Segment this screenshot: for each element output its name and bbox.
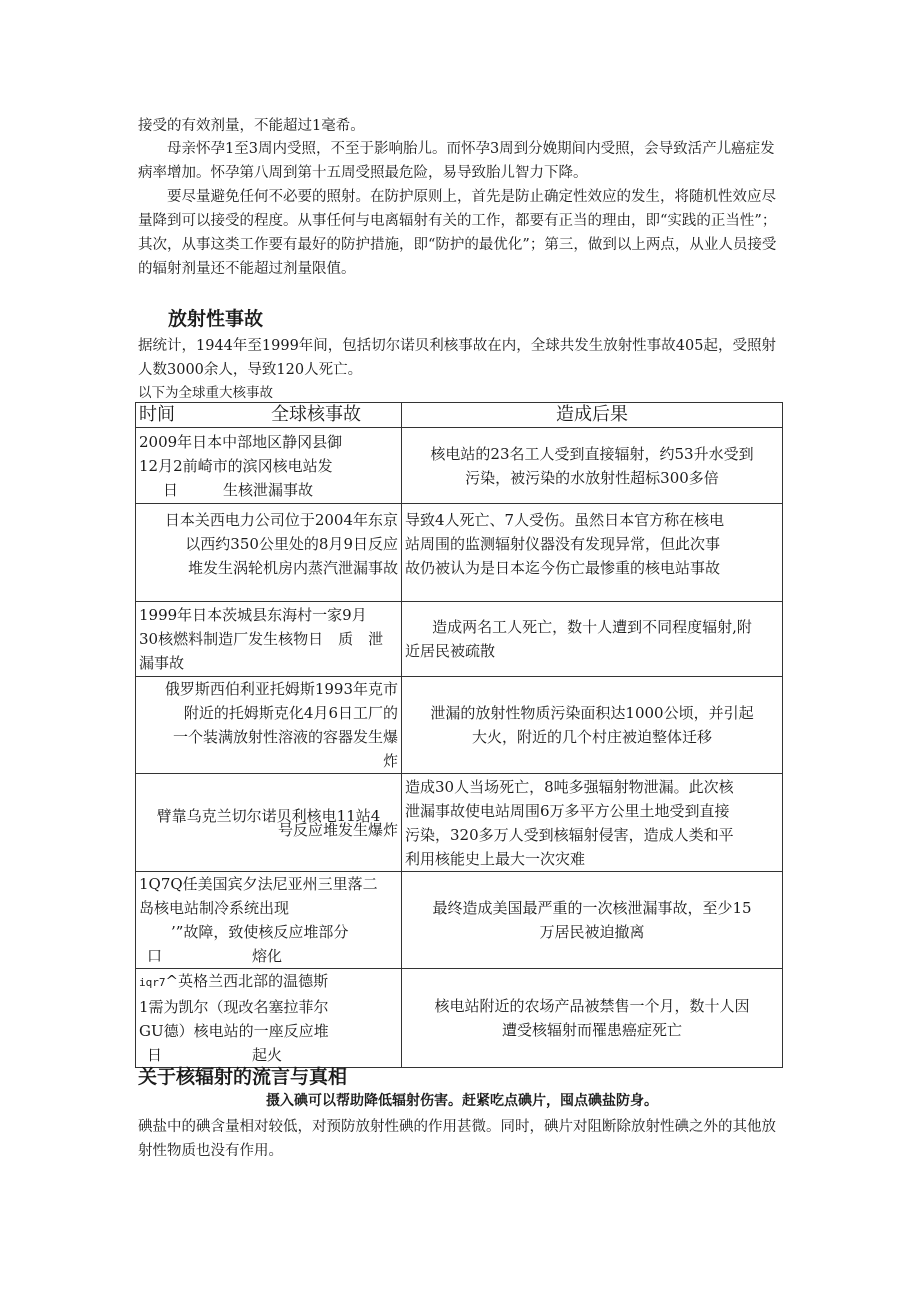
table-caption: 以下为全球重大核事故 <box>138 385 273 401</box>
cell-line: 造成30人当场死亡，8吨多强辐射物泄漏。此次核 <box>405 777 734 796</box>
table-row <box>136 969 783 1068</box>
cell-line: 故仍被认为是日本迄今伤亡最惨重的核电站事故 <box>405 559 721 577</box>
consequence-cell <box>402 504 783 602</box>
consequence-cell <box>402 872 783 969</box>
cell-line: GU德）核电站的一座反应堆 <box>139 1022 329 1040</box>
cell-line: 臂靠乌克兰切尔诺贝利核电11站4 <box>156 806 381 825</box>
rumor-statement: 摄入碘可以帮助降低辐射伤害。赶紧吃点碘片，囤点碘盐防身。 <box>266 1093 658 1109</box>
cell-line: 附近的托姆斯克化4月6日工厂的 <box>183 704 398 722</box>
intro-paragraph-protection: 要尽量避免任何不必要的照射。在防护原则上，首先是防止确定性效应的发生，将随机性效应尽量降到可以接受的程度。从事任何与电离辐射有关的工作，都要有正当的理由，即“实践的正当性”；其次，从事这类工作要有最好的防护措施，即“防护的最优化”；第三，做到以上两点，从业人员接受的辐射剂量还不能超过剂量限值。 <box>138 189 777 277</box>
accident-cell <box>136 428 402 504</box>
cell-line: 最终造成美国最严重的一次核泄漏事故，至少15 <box>432 899 752 917</box>
accident-statistics: 据统计，1944年至1999年间，包括切尔诺贝利核事故在内，全球共发生放射性事故405起，受照射人数3000余人，导致120人死亡。 <box>138 338 776 378</box>
consequence-cell <box>402 677 783 774</box>
cell-line: 污染，320多万人受到核辐射侵害，造成人类和平 <box>405 825 734 844</box>
intro-line: 接受的有效剂量，不能超过1毫希。 <box>138 118 365 134</box>
cell-text: ^英格兰西北部的温德斯 <box>165 972 329 990</box>
cell-line: 日 起火 <box>147 1046 283 1064</box>
header-event: 全球核事故 <box>271 404 361 425</box>
accident-cell <box>136 602 402 677</box>
truth-explanation: 碘盐中的碘含量相对较低，对预防放射性碘的作用甚微。同时，碘片对阻断除放射性碘之外的其他放射性物质也没有作用。 <box>138 1119 776 1159</box>
cell-line: 口 熔化 <box>147 947 283 965</box>
cell-line: 万居民被迫撤离 <box>539 923 645 941</box>
cell-line: 号反应堆发生爆炸 <box>277 820 398 839</box>
cell-line: 造成两名工人死亡，数十人遭到不同程度辐射,附 <box>432 618 752 636</box>
table-row <box>136 677 783 774</box>
accident-cell <box>136 774 402 872</box>
table-row <box>136 774 783 872</box>
cell-line: 近居民被疏散 <box>405 642 496 660</box>
cell-line: 12月2前崎市的滨冈核电站发 <box>139 456 333 475</box>
cell-line <box>139 969 398 995</box>
header-time: 时间 <box>139 404 175 425</box>
section-title-rumors: 关于核辐射的流言与真相 <box>138 1066 348 1088</box>
cell-line: 岛核电站制冷系统出现 <box>139 899 290 917</box>
cell-line: 核电站附近的农场产品被禁售一个月，数十人因 <box>434 997 750 1015</box>
table-row <box>136 428 783 504</box>
cell-line: 俄罗斯西伯利亚托姆斯1993年克市 <box>164 680 398 698</box>
consequence-cell <box>402 428 783 504</box>
cell-line: 2009年日本中部地区静冈县御 <box>139 432 343 451</box>
cell-line: 30核燃料制造厂发生核物日 质 泄 <box>139 630 384 648</box>
table-row <box>136 504 783 602</box>
consequence-cell <box>402 774 783 872</box>
cell-line: 炸 <box>382 752 398 770</box>
consequence-cell <box>402 969 783 1068</box>
cell-line: 利用核能史上最大一次灾难 <box>405 849 586 868</box>
cell-line: 泄漏事故使电站周围6万多平方公里土地受到直接 <box>405 801 730 820</box>
accident-cell <box>136 969 402 1068</box>
table-row <box>136 872 783 969</box>
table-row <box>136 602 783 677</box>
cell-line: 堆发生涡轮机房内蒸汽泄漏事故 <box>187 559 398 577</box>
cell-line: 泄漏的放射性物质污染面积达1000公顷，并引起 <box>430 704 754 722</box>
accident-cell <box>136 677 402 774</box>
intro-paragraph-pregnancy: 母亲怀孕1至3周内受照，不至于影响胎儿。而怀孕3周到分娩期间内受照，会导致活产儿癌症发病率增加。怀孕第八周到第十五周受照最危险，易导致胎儿智力下降。 <box>138 141 775 181</box>
cell-line: 日本关西电力公司位于2004年东京 <box>164 511 398 529</box>
consequence-cell <box>402 602 783 677</box>
garbled-text: iqr7 <box>139 976 166 989</box>
cell-line: 一个装满放射性溶液的容器发生爆 <box>172 728 398 746</box>
cell-line: 1Q7Q任美国宾夕法尼亚州三里落二 <box>139 875 378 893</box>
cell-line: 大火，附近的几个村庄被迫整体迁移 <box>471 728 712 746</box>
accident-cell <box>136 872 402 969</box>
cell-line: 以西约350公里处的8月9日反应 <box>185 535 398 553</box>
cell-line: 漏事故 <box>139 654 185 672</box>
cell-line: 遭受核辐射而罹患癌症死亡 <box>501 1021 682 1039</box>
cell-line: 1需为凯尔（现改名塞拉菲尔 <box>139 998 329 1016</box>
cell-line: ’”故障，致使核反应堆部分 <box>171 923 349 941</box>
accident-cell <box>136 504 402 602</box>
header-consequence: 造成后果 <box>402 403 783 428</box>
section-title-accidents: 放射性事故 <box>168 308 264 330</box>
cell-line: 日 生核泄漏事故 <box>163 480 314 499</box>
cell-line: 站周围的监测辐射仪器没有发现异常，但此次事 <box>405 535 721 553</box>
nuclear-accident-table <box>135 402 783 1068</box>
table-header-row <box>136 403 783 428</box>
header-time-event <box>136 403 402 428</box>
cell-line: 污染，被污染的水放射性超标300多倍 <box>465 468 719 487</box>
cell-line: 导致4人死亡、7人受伤。虽然日本官方称在核电 <box>405 511 725 529</box>
cell-line: 核电站的23名工人受到直接辐射，约53升水受到 <box>430 444 754 463</box>
cell-line: 1999年日本茨城县东海村一家9月 <box>139 606 367 624</box>
